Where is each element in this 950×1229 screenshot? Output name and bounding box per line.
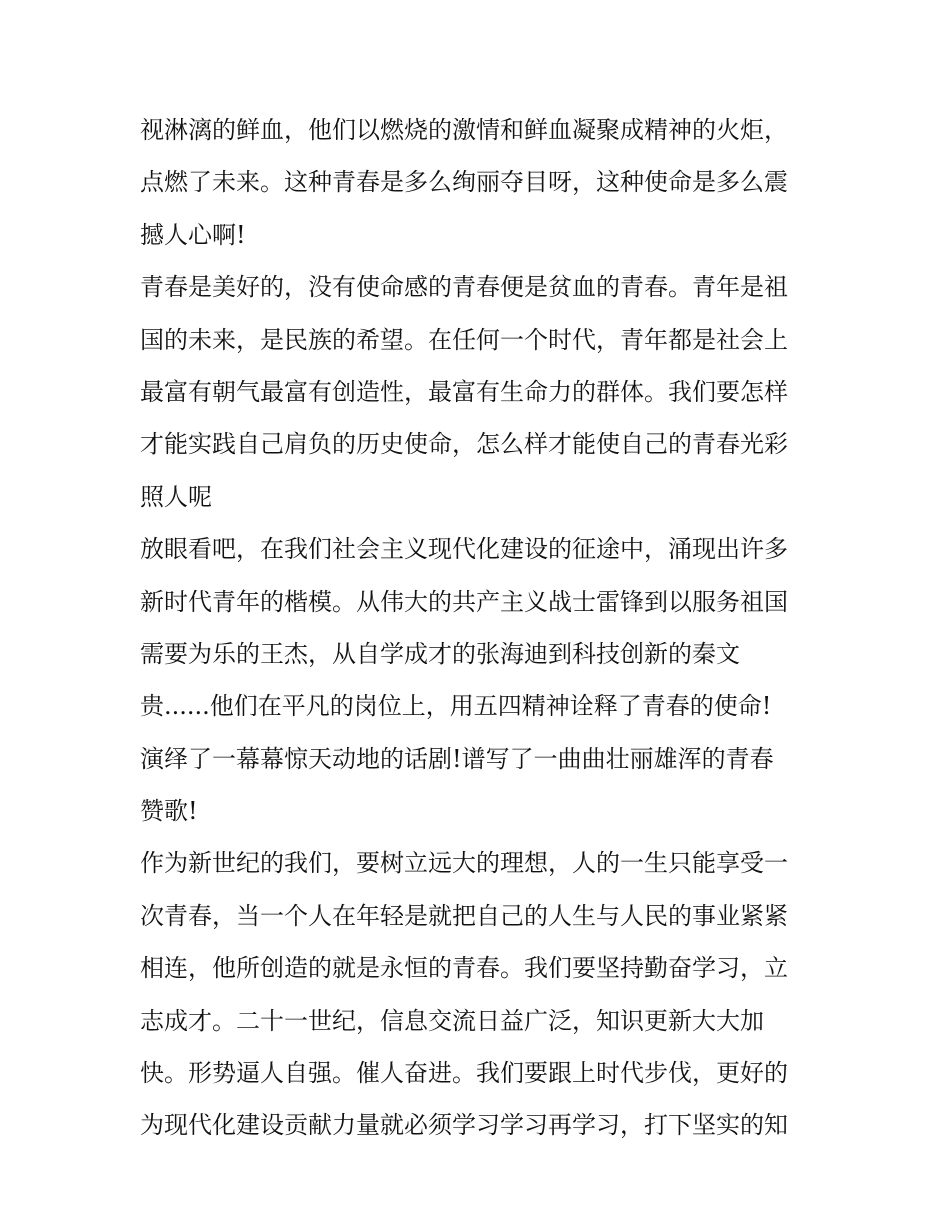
text-line: 撼人心啊! <box>140 220 246 249</box>
text-line: 新时代青年的楷模。从伟大的共产主义战士雷锋到以服务祖国 <box>140 587 788 616</box>
text-line: 为现代化建设贡献力量就必须学习学习再学习，打下坚实的知 <box>140 1111 788 1140</box>
text-line: 点燃了未来。这种青春是多么绚丽夺目呀，这种使命是多么震 <box>140 168 788 197</box>
text-line: 放眼看吧，在我们社会主义现代化建设的征途中，涌现出许多 <box>140 535 788 564</box>
text-line: 快。形势逼人自强。催人奋进。我们要跟上时代步伐，更好的 <box>140 1059 788 1088</box>
document-body <box>140 104 820 1152</box>
text-line: 照人呢 <box>140 482 212 511</box>
text-line: 志成才。二十一世纪，信息交流日益广泛，知识更新大大加 <box>140 1006 764 1035</box>
text-line: 次青春，当一个人在年轻是就把自己的人生与人民的事业紧紧 <box>140 901 788 930</box>
text-line: 最富有朝气最富有创造性，最富有生命力的群体。我们要怎样 <box>140 377 788 406</box>
text-line: 视淋漓的鲜血，他们以燃烧的激情和鲜血凝聚成精神的火炬， <box>140 116 788 144</box>
text-line: 作为新世纪的我们，要树立远大的理想，人的一生只能享受一 <box>140 849 788 878</box>
text-line: 贵......他们在平凡的岗位上，用五四精神诠释了青春的使命! <box>140 692 772 721</box>
text-line: 演绎了一幕幕惊天动地的话剧!谱写了一曲曲壮丽雄浑的青春 <box>140 744 774 773</box>
text-line: 青春是美好的，没有使命感的青春便是贫血的青春。青年是祖 <box>140 273 788 302</box>
text-line: 相连，他所创造的就是永恒的青春。我们要坚持勤奋学习，立 <box>140 954 788 983</box>
text-line: 需要为乐的王杰，从自学成才的张海迪到科技创新的秦文 <box>140 639 740 668</box>
text-line: 才能实践自己肩负的历史使命，怎么样才能使自己的青春光彩 <box>140 430 788 459</box>
text-line: 赞歌! <box>140 797 198 826</box>
text-line: 国的未来，是民族的希望。在任何一个时代，青年都是社会上 <box>140 325 788 354</box>
